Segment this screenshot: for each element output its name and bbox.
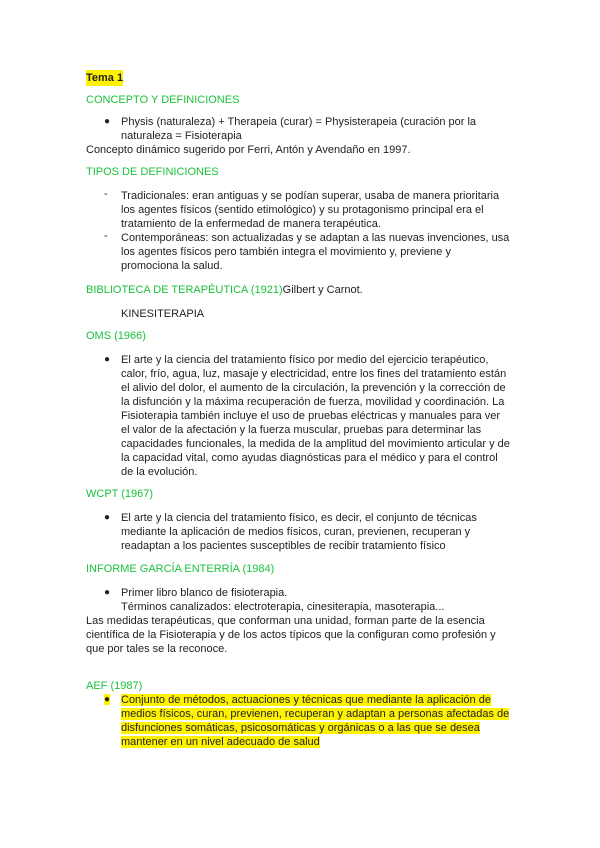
- oms-line-4: la disfunción y la máxima recuperación de fuerza, movilidad y coordinación. La: [121, 396, 505, 408]
- oms-line-8: la capacidad vital, como ayudas diagnósticas para el médico y para el control: [121, 452, 498, 464]
- aef-text-4: mantener en un nivel adecuado de salud: [121, 736, 320, 748]
- informe-bullet-line-2: Términos canalizados: electroterapia, cinesiterapia, masoterapia...: [121, 601, 445, 613]
- tipos-item1-line-2: los agentes físicos (sentido etimológico) y su protagonismo principal era el: [121, 204, 484, 216]
- informe-bullet-line-1: Primer libro blanco de fisioterapia.: [121, 587, 288, 599]
- oms-line-3: el alivio del dolor, el aumento de la circulación, la prevención y la corrección de: [121, 382, 506, 394]
- oms-line-1: El arte y la ciencia del tratamiento físico por medio del ejercicio terapéutico,: [121, 354, 489, 366]
- heading-wcpt: WCPT (1967): [86, 488, 154, 500]
- aef-text-1: Conjunto de métodos, actuaciones y técnicas que mediante la aplicación de: [121, 694, 491, 706]
- bullet-icon: ●: [104, 587, 111, 598]
- concepto-line-1: Physis (naturaleza) + Therapeia (curar) = Physisterapeia (curación por la: [121, 116, 477, 128]
- oms-line-9: de la evolución.: [121, 466, 198, 478]
- tipos-item2-line-3: promociona la salud.: [121, 260, 223, 272]
- aef-line-4: [121, 734, 320, 750]
- bullet-icon: ●: [104, 694, 111, 705]
- wcpt-line-3: readaptan a los pacientes susceptibles de recibir tratamiento físico: [121, 540, 446, 552]
- bullet-icon: ●: [104, 116, 111, 127]
- oms-line-6: el valor de la afectación y la fuerza muscular, pruebas para determinar las: [121, 424, 482, 436]
- wcpt-line-1: El arte y la ciencia del tratamiento físico, es decir, el conjunto de técnicas: [121, 512, 477, 524]
- informe-para-line-1: Las medidas terapéuticas, que conforman una unidad, forman parte de la esencia: [86, 615, 485, 627]
- wcpt-line-2: mediante la aplicación de medios físicos, curan, previenen, recuperan y: [121, 526, 471, 538]
- bullet-icon: ●: [104, 512, 111, 523]
- oms-line-5: Fisioterapia también incluye el uso de pruebas eléctricas y manuales para ver: [121, 410, 501, 422]
- dash-marker: -: [104, 230, 108, 242]
- tipos-item2-line-1: Contemporáneas: son actualizadas y se adaptan a las nuevas invenciones, usa: [121, 232, 510, 244]
- heading-biblioteca: BIBLIOTECA DE TERAPÉUTICA (1921): [86, 284, 283, 296]
- oms-line-2: calor, frío, agua, luz, masaje y electricidad, entre los fines del tratamiento están: [121, 368, 507, 380]
- heading-concepto: CONCEPTO Y DEFINICIONES: [86, 94, 240, 106]
- concepto-note: Concepto dinámico sugerido por Ferri, Antón y Avendaño en 1997.: [86, 144, 411, 156]
- heading-tipos: TIPOS DE DEFINICIONES: [86, 166, 219, 178]
- biblioteca-line: [86, 282, 363, 298]
- tipos-item2-line-2: los agentes físicos pero también integra el movimiento y, previene y: [121, 246, 451, 258]
- bullet-icon: ●: [104, 354, 111, 365]
- informe-para-line-2: científica de la Fisioterapia y de los actos típicos que la configuran como profesión y: [86, 629, 496, 641]
- biblioteca-term: KINESITERAPIA: [121, 308, 205, 320]
- concepto-line-2: naturaleza = Fisioterapia: [121, 130, 242, 142]
- page-title: Tema 1: [86, 72, 124, 84]
- tipos-item1-line-1: Tradicionales: eran antiguas y se podían superar, usaba de manera prioritaria: [121, 190, 500, 202]
- heading-oms: OMS (1966): [86, 330, 146, 342]
- heading-aef: AEF (1987): [86, 680, 143, 692]
- heading-informe: INFORME GARCÍA ENTERRÍA (1984): [86, 563, 275, 575]
- aef-text-2: medios físicos, curan, previenen, recuperan y adaptan a personas afectadas de: [121, 708, 510, 720]
- aef-text-3: disfunciones somáticas, psicosomáticas y orgánicas o a las que se desea: [121, 722, 480, 734]
- oms-line-7: capacidades funcionales, la medida de la amplitud del movimiento articular y de: [121, 438, 510, 450]
- biblioteca-authors: Gilbert y Carnot.: [282, 284, 363, 296]
- informe-para-line-3: que por tales se la reconoce.: [86, 643, 228, 655]
- dash-marker: -: [104, 188, 108, 200]
- tipos-item1-line-3: tratamiento de la enfermedad de manera terapéutica.: [121, 218, 381, 230]
